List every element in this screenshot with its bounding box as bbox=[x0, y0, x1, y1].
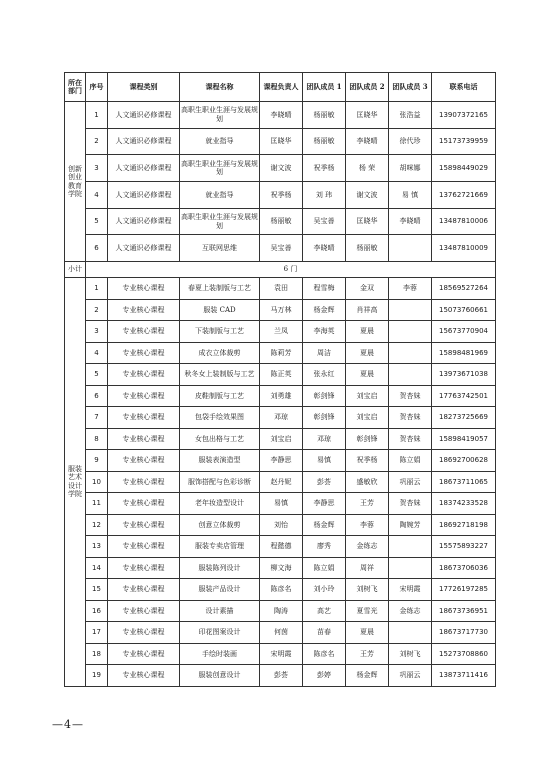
table-cell: 专业核心课程 bbox=[108, 557, 180, 579]
table-row bbox=[65, 493, 496, 515]
table-row bbox=[65, 155, 496, 182]
table-cell: 谢文波 bbox=[260, 155, 303, 182]
table-cell: 吴宝善 bbox=[303, 208, 346, 235]
table-row bbox=[65, 643, 496, 665]
table-cell: 13 bbox=[86, 536, 108, 558]
table-cell: 13907372165 bbox=[432, 102, 496, 129]
table-cell: 赵丹妮 bbox=[260, 471, 303, 493]
table-cell: 13873711416 bbox=[432, 665, 496, 687]
table-cell: 设计素描 bbox=[180, 600, 260, 622]
table-cell: 13762721669 bbox=[432, 182, 496, 209]
table-cell: 苗春 bbox=[303, 622, 346, 644]
table-cell: 周祥 bbox=[346, 557, 389, 579]
table-cell: 高职生职业生涯与发展规划 bbox=[180, 155, 260, 182]
table-cell: 专业核心课程 bbox=[108, 471, 180, 493]
table-cell: 杨丽敏 bbox=[346, 235, 389, 262]
table-cell bbox=[389, 622, 432, 644]
table-cell: 17 bbox=[86, 622, 108, 644]
table-cell: 5 bbox=[86, 208, 108, 235]
table-cell: 李晓晴 bbox=[346, 128, 389, 155]
table-cell: 陶涛 bbox=[260, 600, 303, 622]
table-cell: 李静思 bbox=[303, 493, 346, 515]
table-cell: 杨金辉 bbox=[303, 299, 346, 321]
table-cell bbox=[389, 536, 432, 558]
table-cell: 就业指导 bbox=[180, 182, 260, 209]
table-cell: 彰剑锋 bbox=[346, 428, 389, 450]
table-cell: 专业核心课程 bbox=[108, 536, 180, 558]
table-cell: 廖秀 bbox=[303, 536, 346, 558]
table-cell: 创意立体裁剪 bbox=[180, 514, 260, 536]
table-row bbox=[65, 514, 496, 536]
table-cell: 金练志 bbox=[346, 536, 389, 558]
page-number: —4— bbox=[52, 718, 84, 731]
table-cell: 包袋手绘效果图 bbox=[180, 407, 260, 429]
table-cell: 祝季杨 bbox=[346, 450, 389, 472]
table-row bbox=[65, 364, 496, 386]
table-cell: 1 bbox=[86, 278, 108, 300]
table-cell: 专业核心课程 bbox=[108, 579, 180, 601]
table-cell: 李蓉 bbox=[389, 278, 432, 300]
table-cell: 杨丽敏 bbox=[260, 208, 303, 235]
table-cell: 18569527264 bbox=[432, 278, 496, 300]
table-row bbox=[65, 536, 496, 558]
table-cell: 15073760661 bbox=[432, 299, 496, 321]
table-cell bbox=[389, 321, 432, 343]
table-cell: 陈立娟 bbox=[389, 450, 432, 472]
column-header: 团队成员 1 bbox=[303, 73, 346, 102]
table-cell: 3 bbox=[86, 321, 108, 343]
table-cell: 13487810009 bbox=[432, 235, 496, 262]
table-cell: 程懿德 bbox=[260, 536, 303, 558]
table-cell: 17726197285 bbox=[432, 579, 496, 601]
table-row bbox=[65, 600, 496, 622]
table-cell: 17763742501 bbox=[432, 385, 496, 407]
table-cell: 人文通识必修课程 bbox=[108, 128, 180, 155]
table-cell: 刘宝启 bbox=[260, 428, 303, 450]
table-cell: 易慎 bbox=[260, 493, 303, 515]
table-row bbox=[65, 428, 496, 450]
table-cell: 张永红 bbox=[303, 364, 346, 386]
table-cell: 专业核心课程 bbox=[108, 622, 180, 644]
table-cell: 服装 CAD bbox=[180, 299, 260, 321]
table-cell: 王芳 bbox=[346, 643, 389, 665]
column-header: 所在部门 bbox=[65, 73, 86, 102]
column-header: 联系电话 bbox=[432, 73, 496, 102]
table-cell: 5 bbox=[86, 364, 108, 386]
table-cell: 专业核心课程 bbox=[108, 600, 180, 622]
table-cell: 互联网思维 bbox=[180, 235, 260, 262]
table-cell: 专业核心课程 bbox=[108, 514, 180, 536]
table-row bbox=[65, 385, 496, 407]
table-cell: 周洁 bbox=[303, 342, 346, 364]
table-cell: 专业核心课程 bbox=[108, 643, 180, 665]
table-cell: 18692718198 bbox=[432, 514, 496, 536]
table-cell: 徐代珍 bbox=[389, 128, 432, 155]
table-cell: 金练志 bbox=[389, 600, 432, 622]
table-cell: 夏晨 bbox=[346, 321, 389, 343]
table-cell: 胡咪娜 bbox=[389, 155, 432, 182]
table-cell: 4 bbox=[86, 342, 108, 364]
table-cell: 专业核心课程 bbox=[108, 299, 180, 321]
table-row bbox=[65, 208, 496, 235]
table-cell: 宋明霞 bbox=[260, 643, 303, 665]
table-cell: 18673717730 bbox=[432, 622, 496, 644]
table-cell: 人文通识必修课程 bbox=[108, 208, 180, 235]
table-cell: 邓琼 bbox=[260, 407, 303, 429]
table-cell: 易 慎 bbox=[389, 182, 432, 209]
table-cell: 兰凤 bbox=[260, 321, 303, 343]
table-cell: 服装创意设计 bbox=[180, 665, 260, 687]
table-cell: 彭荟 bbox=[260, 665, 303, 687]
table-row bbox=[65, 665, 496, 687]
column-header: 团队成员 2 bbox=[346, 73, 389, 102]
table-cell: 2 bbox=[86, 299, 108, 321]
table-cell: 李蓉 bbox=[346, 514, 389, 536]
column-header: 课程负责人 bbox=[260, 73, 303, 102]
table-cell: 匡晓华 bbox=[260, 128, 303, 155]
table-cell: 18 bbox=[86, 643, 108, 665]
table-cell: 16 bbox=[86, 600, 108, 622]
table-cell: 12 bbox=[86, 514, 108, 536]
table-cell: 马万林 bbox=[260, 299, 303, 321]
table-cell: 13487810006 bbox=[432, 208, 496, 235]
table-cell: 18673706036 bbox=[432, 557, 496, 579]
table-row bbox=[65, 299, 496, 321]
department-cell: 服装艺术设计学院 bbox=[65, 278, 86, 687]
table-cell: 邓琼 bbox=[303, 428, 346, 450]
table-cell: 陈立娟 bbox=[303, 557, 346, 579]
table-cell: 夏晨 bbox=[346, 622, 389, 644]
table-cell: 金双 bbox=[346, 278, 389, 300]
table-cell: 贺杏妹 bbox=[389, 428, 432, 450]
table-cell: 下装制版与工艺 bbox=[180, 321, 260, 343]
table-cell: 柳文海 bbox=[260, 557, 303, 579]
table-cell: 夏雪光 bbox=[346, 600, 389, 622]
table-body bbox=[65, 102, 496, 687]
table-cell: 专业核心课程 bbox=[108, 321, 180, 343]
table-cell: 彭荟 bbox=[303, 471, 346, 493]
table-cell: 18673711065 bbox=[432, 471, 496, 493]
table-cell bbox=[389, 364, 432, 386]
table-cell: 专业核心课程 bbox=[108, 493, 180, 515]
table-cell: 李晓晴 bbox=[303, 235, 346, 262]
table-row bbox=[65, 235, 496, 262]
table-cell: 王芳 bbox=[346, 493, 389, 515]
table-cell: 高职生职业生涯与发展规划 bbox=[180, 102, 260, 129]
column-header: 课程类别 bbox=[108, 73, 180, 102]
table-cell: 皮鞋制版与工艺 bbox=[180, 385, 260, 407]
table-cell: 18692700628 bbox=[432, 450, 496, 472]
table-cell: 成衣立体裁剪 bbox=[180, 342, 260, 364]
table-cell: 刘 玮 bbox=[303, 182, 346, 209]
table-cell: 1 bbox=[86, 102, 108, 129]
table-cell: 人文通识必修课程 bbox=[108, 182, 180, 209]
summary-value: 6 门 bbox=[86, 262, 496, 278]
table-cell: 7 bbox=[86, 407, 108, 429]
column-header: 课程名称 bbox=[180, 73, 260, 102]
table-row bbox=[65, 182, 496, 209]
table-cell: 易慎 bbox=[303, 450, 346, 472]
table-cell: 13973671038 bbox=[432, 364, 496, 386]
table-cell: 专业核心课程 bbox=[108, 278, 180, 300]
table-row bbox=[65, 557, 496, 579]
table-cell: 15 bbox=[86, 579, 108, 601]
table-cell: 刘怡 bbox=[260, 514, 303, 536]
table-cell: 15273708860 bbox=[432, 643, 496, 665]
table-cell: 杨丽敏 bbox=[303, 128, 346, 155]
table-cell: 手绘时装画 bbox=[180, 643, 260, 665]
table-cell: 刘树飞 bbox=[389, 643, 432, 665]
table-cell: 刘小玲 bbox=[303, 579, 346, 601]
table-cell: 李晓晴 bbox=[260, 102, 303, 129]
table-cell: 李静思 bbox=[260, 450, 303, 472]
table-cell: 4 bbox=[86, 182, 108, 209]
table-cell: 15898419057 bbox=[432, 428, 496, 450]
table-cell: 11 bbox=[86, 493, 108, 515]
table-cell: 贺杏妹 bbox=[389, 407, 432, 429]
table-cell: 彰剑锋 bbox=[303, 385, 346, 407]
table-cell: 人文通识必修课程 bbox=[108, 102, 180, 129]
table-cell: 刘宝启 bbox=[346, 385, 389, 407]
table-cell: 盛敏欣 bbox=[346, 471, 389, 493]
table-cell: 夏晨 bbox=[346, 364, 389, 386]
table-cell: 服装产品设计 bbox=[180, 579, 260, 601]
table-cell: 刘勇雄 bbox=[260, 385, 303, 407]
table-cell: 陈正英 bbox=[260, 364, 303, 386]
table-row bbox=[65, 471, 496, 493]
table-cell: 匡晓华 bbox=[346, 102, 389, 129]
table-cell: 高艺 bbox=[303, 600, 346, 622]
table-cell: 陈彦名 bbox=[303, 643, 346, 665]
table-row bbox=[65, 579, 496, 601]
table-cell: 贺杏妹 bbox=[389, 493, 432, 515]
table-cell: 10 bbox=[86, 471, 108, 493]
table-cell: 夏晨 bbox=[346, 342, 389, 364]
table-cell: 6 bbox=[86, 385, 108, 407]
table-cell: 张浩益 bbox=[389, 102, 432, 129]
table-cell: 18273725669 bbox=[432, 407, 496, 429]
table-cell: 专业核心课程 bbox=[108, 385, 180, 407]
table-cell: 女包出格与工艺 bbox=[180, 428, 260, 450]
table-cell: 15575893227 bbox=[432, 536, 496, 558]
table-cell: 彰剑锋 bbox=[303, 407, 346, 429]
table-cell: 专业核心课程 bbox=[108, 407, 180, 429]
table-cell: 杨 荣 bbox=[346, 155, 389, 182]
column-header: 序号 bbox=[86, 73, 108, 102]
table-row bbox=[65, 278, 496, 300]
table-cell: 春夏上装制版与工艺 bbox=[180, 278, 260, 300]
table-cell: 15673770904 bbox=[432, 321, 496, 343]
table-cell: 服装专卖店管理 bbox=[180, 536, 260, 558]
table-cell: 专业核心课程 bbox=[108, 364, 180, 386]
table-header-row bbox=[65, 73, 496, 102]
table-cell: 专业核心课程 bbox=[108, 450, 180, 472]
department-cell: 创新创业教育学院 bbox=[65, 102, 86, 262]
table-cell: 杨丽敏 bbox=[303, 102, 346, 129]
table-cell: 刘宝启 bbox=[346, 407, 389, 429]
table-row bbox=[65, 128, 496, 155]
table-row bbox=[65, 342, 496, 364]
table-cell: 就业指导 bbox=[180, 128, 260, 155]
table-cell: 祝季杨 bbox=[303, 155, 346, 182]
table-cell: 何茵 bbox=[260, 622, 303, 644]
table-cell: 巩丽云 bbox=[389, 471, 432, 493]
table-cell: 祝季杨 bbox=[260, 182, 303, 209]
table-cell: 印花图案设计 bbox=[180, 622, 260, 644]
table-cell: 15173739959 bbox=[432, 128, 496, 155]
table-cell: 2 bbox=[86, 128, 108, 155]
column-header: 团队成员 3 bbox=[389, 73, 432, 102]
table-cell: 服装表演造型 bbox=[180, 450, 260, 472]
table-cell: 谢文波 bbox=[346, 182, 389, 209]
table-cell: 李晓晴 bbox=[389, 208, 432, 235]
table-cell: 贺杏妹 bbox=[389, 385, 432, 407]
table-row bbox=[65, 450, 496, 472]
table-cell: 19 bbox=[86, 665, 108, 687]
table-cell bbox=[389, 235, 432, 262]
table-cell: 9 bbox=[86, 450, 108, 472]
table-cell: 专业核心课程 bbox=[108, 665, 180, 687]
table-cell: 袁田 bbox=[260, 278, 303, 300]
table-row bbox=[65, 622, 496, 644]
table-cell: 专业核心课程 bbox=[108, 342, 180, 364]
table-cell: 18673736951 bbox=[432, 600, 496, 622]
table-cell: 18374233528 bbox=[432, 493, 496, 515]
table-cell: 巩丽云 bbox=[389, 665, 432, 687]
table-cell: 服装陈列设计 bbox=[180, 557, 260, 579]
table-cell: 8 bbox=[86, 428, 108, 450]
table-row bbox=[65, 321, 496, 343]
table-cell: 刘树飞 bbox=[346, 579, 389, 601]
table-cell: 人文通识必修课程 bbox=[108, 235, 180, 262]
table-cell: 15898481969 bbox=[432, 342, 496, 364]
table-row bbox=[65, 102, 496, 129]
table-cell: 服饰搭配与色彩诊断 bbox=[180, 471, 260, 493]
table-cell: 宋明霞 bbox=[389, 579, 432, 601]
table-cell: 杨金辉 bbox=[346, 665, 389, 687]
table-cell: 陈莉芳 bbox=[260, 342, 303, 364]
table-cell: 老年妆造型设计 bbox=[180, 493, 260, 515]
table-cell: 彭婷 bbox=[303, 665, 346, 687]
table-cell: 6 bbox=[86, 235, 108, 262]
table-cell: 陶婉芳 bbox=[389, 514, 432, 536]
table-cell: 人文通识必修课程 bbox=[108, 155, 180, 182]
course-table bbox=[64, 72, 496, 687]
table-cell: 肖祥高 bbox=[346, 299, 389, 321]
table-cell: 秋冬女上装制版与工艺 bbox=[180, 364, 260, 386]
table-cell bbox=[389, 342, 432, 364]
table-cell: 吴宝善 bbox=[260, 235, 303, 262]
table-cell: 匡晓华 bbox=[346, 208, 389, 235]
summary-label: 小计 bbox=[65, 262, 86, 278]
table-cell: 李海英 bbox=[303, 321, 346, 343]
table-cell: 高职生职业生涯与发展规划 bbox=[180, 208, 260, 235]
table-cell bbox=[389, 299, 432, 321]
table-cell: 3 bbox=[86, 155, 108, 182]
table-row bbox=[65, 407, 496, 429]
table-cell: 杨金辉 bbox=[303, 514, 346, 536]
table-cell: 专业核心课程 bbox=[108, 428, 180, 450]
summary-row bbox=[65, 262, 496, 278]
table-cell: 陈彦名 bbox=[260, 579, 303, 601]
table-cell: 程雪梅 bbox=[303, 278, 346, 300]
table-cell: 14 bbox=[86, 557, 108, 579]
table-cell: 15898449029 bbox=[432, 155, 496, 182]
table-cell bbox=[389, 557, 432, 579]
